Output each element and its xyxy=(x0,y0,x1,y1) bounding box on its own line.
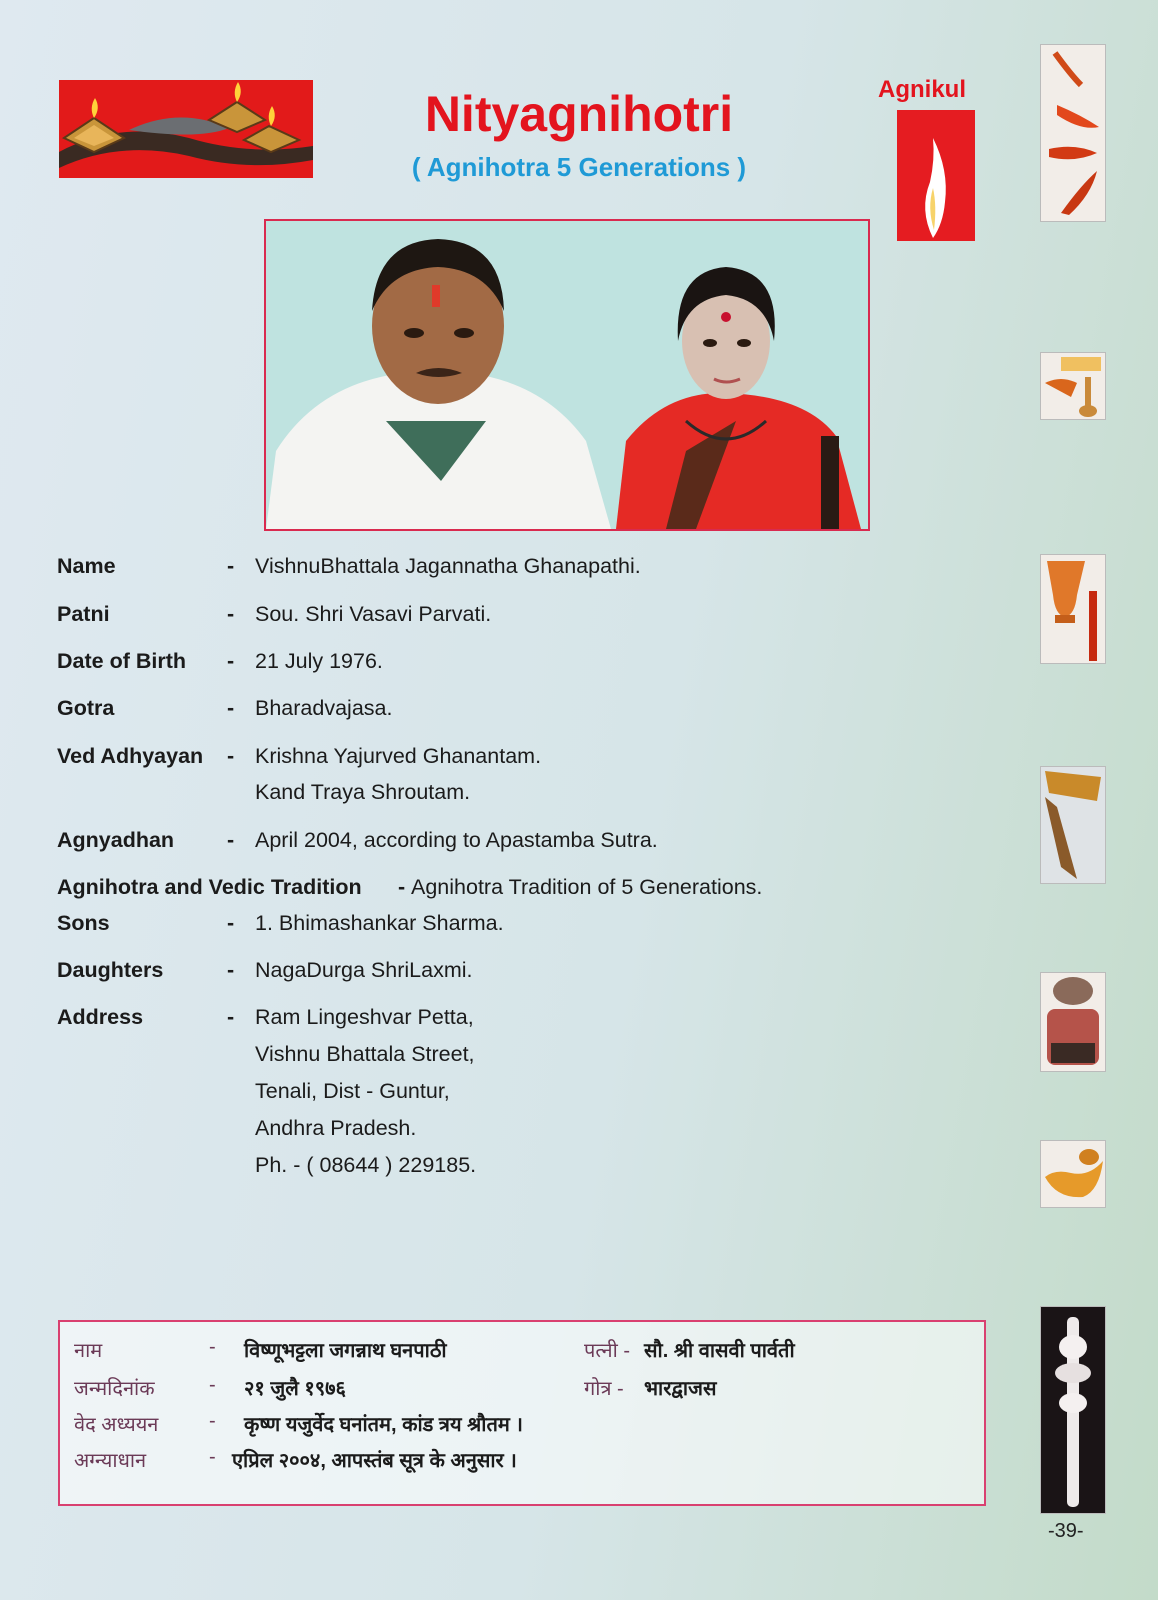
field-dash: - xyxy=(227,911,235,935)
vessel-icon xyxy=(1041,555,1105,663)
field-value: Sou. Shri Vasavi Parvati. xyxy=(255,602,492,626)
field-dash: - xyxy=(227,602,235,626)
hindi-row-ved xyxy=(74,1410,523,1437)
field-label: Date of Birth xyxy=(57,649,186,673)
field-dash: - xyxy=(227,554,235,578)
hindi-value: २१ जुलै १९७६ xyxy=(244,1378,346,1400)
field-value: Bharadvajasa. xyxy=(255,696,393,720)
stone-icon xyxy=(1041,973,1105,1071)
agnikul-flame-logo xyxy=(897,110,975,241)
address-line: Ph. - ( 08644 ) 229185. xyxy=(255,1153,477,1177)
address-line: Tenali, Dist - Guntur, xyxy=(255,1079,450,1103)
hindi-patni-label: पत्नी - xyxy=(584,1340,630,1362)
hindi-label: वेद अध्ययन xyxy=(74,1414,159,1436)
field-dash: - xyxy=(227,744,235,768)
field-dash: - xyxy=(227,696,235,720)
pestle-icon xyxy=(1041,1307,1105,1513)
field-label: Patni xyxy=(57,602,110,626)
field-value: Krishna Yajurved Ghanantam. xyxy=(255,744,542,768)
field-value: Agnihotra Tradition of 5 Generations. xyxy=(411,875,763,899)
field-label: Agnihotra and Vedic Tradition xyxy=(57,875,362,899)
ritual-items-image-4 xyxy=(1040,766,1106,884)
field-dash: - xyxy=(398,875,406,899)
hindi-value: एप्रिल २००४, आपस्तंब सूत्र के अनुसार । xyxy=(232,1450,517,1472)
field-dash: - xyxy=(227,1005,235,1029)
hindi-row-agnyadhan xyxy=(74,1446,517,1473)
page-number: -39- xyxy=(1048,1520,1084,1542)
hindi-row-dob xyxy=(74,1374,717,1401)
offering-icon xyxy=(1041,353,1105,419)
lamp-icon xyxy=(1041,1141,1105,1207)
field-dash: - xyxy=(227,958,235,982)
hindi-label: जन्मदिनांक xyxy=(74,1378,155,1400)
wood-icon xyxy=(1041,767,1105,883)
page-title: Nityagnihotri xyxy=(424,86,734,142)
field-value: 1. Bhimashankar Sharma. xyxy=(255,911,504,935)
ritual-items-image-2 xyxy=(1040,352,1106,420)
address-line: Vishnu Bhattala Street, xyxy=(255,1042,475,1066)
field-label: Ved Adhyayan xyxy=(57,744,204,768)
hindi-dash: - xyxy=(209,1446,216,1468)
field-label: Daughters xyxy=(57,958,164,982)
field-value: April 2004, according to Apastamba Sutra. xyxy=(255,828,658,852)
couple-photo xyxy=(264,219,870,531)
ritual-items-image-3 xyxy=(1040,554,1106,664)
field-label: Name xyxy=(57,554,116,578)
hindi-gotra-label: गोत्र - xyxy=(584,1378,624,1400)
address-line: Andhra Pradesh. xyxy=(255,1116,417,1140)
ladle-icon xyxy=(1041,45,1105,221)
field-dash: - xyxy=(227,649,235,673)
hindi-dash: - xyxy=(209,1374,216,1396)
hindi-label: नाम xyxy=(74,1340,103,1362)
hindi-label: अग्न्याधान xyxy=(74,1450,147,1472)
field-label: Address xyxy=(57,1005,144,1029)
ritual-items-image-6 xyxy=(1040,1140,1106,1208)
hindi-dash: - xyxy=(209,1336,216,1358)
field-value: 21 July 1976. xyxy=(255,649,383,673)
page-subtitle: ( Agnihotra 5 Generations ) xyxy=(411,152,747,182)
flame-icon xyxy=(897,110,975,241)
hindi-value: कृष्ण यजुर्वेद घनांतम, कांड त्रय श्रौतम । xyxy=(244,1414,523,1436)
field-label: Agnyadhan xyxy=(57,828,175,852)
hindi-gotra-value: भारद्वाजस xyxy=(644,1378,717,1400)
ritual-items-image-5 xyxy=(1040,972,1106,1072)
field-label: Sons xyxy=(57,911,110,935)
hindi-dash: - xyxy=(209,1410,216,1432)
couple-photo-image xyxy=(266,221,868,529)
hindi-summary-box xyxy=(58,1320,986,1506)
hindi-row-name xyxy=(74,1336,795,1363)
ritual-items-image-7 xyxy=(1040,1306,1106,1514)
hindi-value: विष्णूभट्टला जगन्नाथ घनपाठी xyxy=(244,1340,447,1362)
field-dash: - xyxy=(227,828,235,852)
field-label: Gotra xyxy=(57,696,115,720)
field-value: NagaDurga ShriLaxmi. xyxy=(255,958,473,982)
field-value-line-2: Kand Traya Shroutam. xyxy=(255,780,471,804)
hindi-patni-value: सौ. श्री वासवी पार्वती xyxy=(644,1340,795,1362)
field-value: VishnuBhattala Jagannatha Ghanapathi. xyxy=(255,554,641,578)
field-value: Ram Lingeshvar Petta, xyxy=(255,1005,474,1029)
ritual-utensils-image xyxy=(1040,44,1106,222)
agnikul-label: Agnikul xyxy=(878,76,966,103)
